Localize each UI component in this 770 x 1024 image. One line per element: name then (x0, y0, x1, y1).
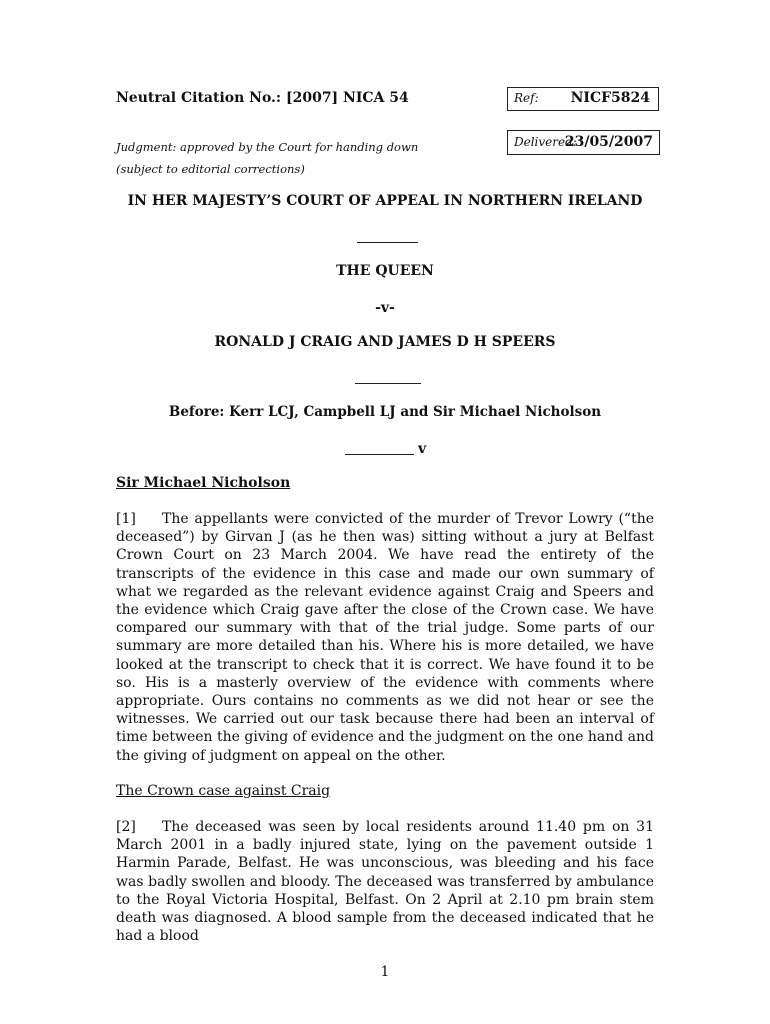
divider-1 (357, 242, 418, 243)
judgment-note-line2: (subject to editorial corrections) (116, 162, 305, 176)
divider-2 (355, 383, 421, 384)
paragraph-1-number: [1] (116, 511, 136, 527)
delivered-value: 23/05/2007 (564, 134, 653, 150)
page-number: 1 (380, 964, 390, 980)
delivered-label: Delivered: (514, 135, 577, 149)
paragraph-2 (116, 818, 654, 945)
bench-line: Before: Kerr LCJ, Campbell LJ and Sir Michael Nicholson (168, 404, 602, 420)
divider-v-mark: v (418, 441, 427, 457)
reference-label: Ref: (514, 91, 539, 105)
court-title: IN HER MAJESTY’S COURT OF APPEAL IN NORTHERN IRELAND (127, 193, 643, 209)
case-defendants: RONALD J CRAIG AND JAMES D H SPEERS (214, 334, 556, 350)
delivered-box (507, 130, 660, 155)
paragraph-1-text: The appellants were convicted of the murder of Trevor Lowry (“the deceased”) by Girvan J (as he then was) sitting without a jury at Belfast Crown Court on 23 March 2004. We have read the entirety of the transcripts of the evidence in this case and made our own summary of what we regarded as the relevant evidence against Craig and Speers and the evidence which Craig gave after the close of the Crown case. We have compared our summary with that of the trial judge. Some parts of our summary are more detailed than his. Where his is more detailed, we have looked at the transcript to check that it is correct. We have found it to be so. His is a masterly overview of the evidence with comments where appropriate. Ours contains no comments as we did not hear or see the witnesses. We carried out our task because there had been an interval of time between the giving of evidence and the judgment on the one hand and the giving of judgment on appeal on the other. (116, 511, 654, 764)
judge-heading: Sir Michael Nicholson (116, 475, 291, 491)
reference-value: NICF5824 (570, 90, 650, 106)
judgment-note-line1: Judgment: approved by the Court for handing down (116, 140, 419, 154)
reference-box (507, 87, 659, 111)
case-versus: -v- (375, 300, 395, 316)
judgment-note (116, 136, 418, 180)
section-heading: The Crown case against Craig (116, 783, 331, 799)
neutral-citation: Neutral Citation No.: [2007] NICA 54 (116, 90, 409, 106)
paragraph-2-text: The deceased was seen by local residents around 11.40 pm on 31 March 2001 in a badly injured state, lying on the pavement outside 1 Harmin Parade, Belfast. He was unconscious, was bleeding and his face was badly swollen and bloody. The deceased was transferred by ambulance to the Royal Victoria Hospital, Belfast. On 2 April at 2.10 pm brain stem death was diagnosed. A blood sample from the deceased indicated that he had a blood (116, 819, 654, 945)
paragraph-1 (116, 510, 654, 765)
case-prosecutor: THE QUEEN (336, 263, 434, 279)
divider-3 (345, 454, 414, 455)
paragraph-2-number: [2] (116, 819, 136, 835)
